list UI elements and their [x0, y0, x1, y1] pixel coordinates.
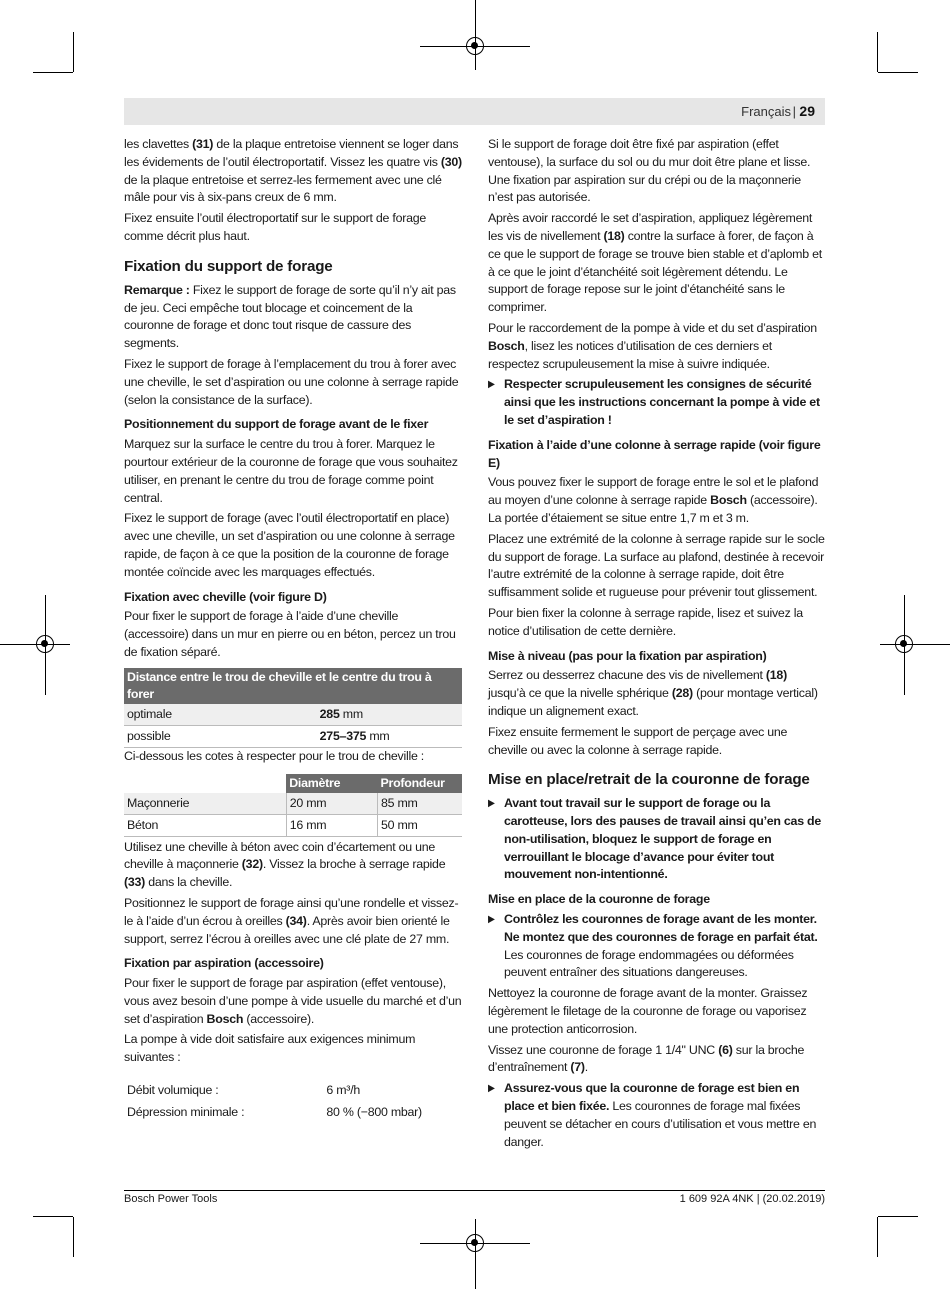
- paragraph: Ci-dessous les cotes à respecter pour le trou de cheville :: [124, 748, 424, 763]
- footer-brand: Bosch Power Tools: [124, 1193, 218, 1205]
- paragraph: Remarque : Fixez le support de forage de sorte qu’il n’y ait pas de jeu. Ceci empêche tout blocage et coincement de la couronne de forage et donc tout risque de cassure des segments.: [124, 282, 456, 351]
- paragraph: Fixez ensuite fermement le support de perçage avec une cheville ou avec la colonne à serrage rapide.: [488, 724, 788, 757]
- section-heading: Mise en place/retrait de la couronne de forage: [488, 771, 810, 789]
- footer-rule: [124, 1190, 825, 1191]
- paragraph: Placez une extrémité de la colonne à serrage rapide sur le socle du support de forage. La surface au plafond, destinée à recevoir l’autre extrémité de la colonne à serrage rapide, doit être suffisamment solide et rugueuse pour prévenir tout glissement.: [488, 531, 825, 600]
- header-language: Français: [741, 104, 791, 119]
- bullet-arrow-icon: ▶: [488, 379, 495, 391]
- bullet-arrow-icon: ▶: [488, 1083, 495, 1095]
- registration-line: [880, 644, 950, 645]
- crop-mark: [878, 1216, 918, 1217]
- subsection-heading: Fixation par aspiration (accessoire): [124, 956, 324, 971]
- footer-doc-id: 1 609 92A 4NK | (20.02.2019): [679, 1193, 825, 1205]
- paragraph: Serrez ou desserrez chacune des vis de nivellement (18) jusqu’à ce que la nivelle sphérique (28) (pour montage vertical) indique un alignement exact.: [488, 668, 818, 718]
- dowel-hole-table: [124, 774, 462, 837]
- paragraph: Utilisez une cheville à béton avec coin d’écartement ou une cheville à maçonnerie (32). Vissez la broche à serrage rapide (33) dans la cheville.: [124, 839, 446, 890]
- paragraph: Marquez sur la surface le centre du trou à forer. Marquez le pourtour extérieur de la couronne de forage que vous souhaitez utiliser, en prenant le centre du trou de forage comme point central.: [124, 437, 458, 505]
- registration-mark-icon: [895, 635, 913, 653]
- registration-mark-icon: [466, 37, 484, 55]
- table-row: Dépression minimale : 80 % (−800 mbar): [127, 1105, 422, 1120]
- registration-mark-icon: [466, 1234, 484, 1252]
- safety-warning: ▶ Assurez-vous que la couronne de forage est bien en place et bien fixée. Les couronnes de forage mal fixées peuvent se détacher en cours d’utilisation et vous mettre en danger.: [488, 1081, 817, 1149]
- right-column: [488, 136, 825, 1154]
- subsection-heading: Fixation avec cheville (voir figure D): [124, 589, 327, 604]
- table-row: optimale 285 mm: [124, 704, 462, 726]
- safety-warning: ▶ Respecter scrupuleusement les consignes de sécurité ainsi que les instructions concernant la pompe à vide et le set d’aspiration !: [488, 377, 820, 427]
- header-separator: |: [792, 104, 796, 119]
- paragraph: Fixez le support de forage à l’emplacement du trou à forer avec une cheville, le set d’aspiration ou une colonne à serrage rapide (selon la consistance de la surface).: [124, 356, 459, 407]
- crop-mark: [73, 1217, 74, 1257]
- table-row: Débit volumique : 6 m³/h: [127, 1083, 361, 1098]
- paragraph: les clavettes (31) de la plaque entretoise viennent se loger dans les évidements de l’outil électroportatif. Vissez les quatre vis (30) de la plaque entretoise et serrez-les fermement avec une clé mâle pour vis à six-pans creux de 6 mm.: [124, 137, 462, 205]
- registration-line: [0, 644, 70, 645]
- subsection-heading: Mise en place de la couronne de forage: [488, 892, 710, 907]
- table-header: Diamètre: [286, 774, 377, 793]
- subsection-heading: Mise à niveau (pas pour la fixation par aspiration): [488, 648, 767, 663]
- table-row: Béton 16 mm 50 mm: [124, 814, 462, 836]
- paragraph: Pour le raccordement de la pompe à vide et du set d’aspiration Bosch, lisez les notices d’utilisation de ces derniers et respectez scrupuleusement la mise à suivre indiquée.: [488, 320, 817, 371]
- bullet-arrow-icon: ▶: [488, 914, 495, 926]
- crop-mark: [73, 32, 74, 72]
- subsection-heading: Positionnement du support de forage avant de le fixer: [124, 417, 429, 432]
- paragraph: Pour fixer le support de forage par aspiration (effet ventouse), vous avez besoin d’une pompe à vide usuelle du marché et d’un set d’aspiration Bosch (accessoire).: [124, 976, 462, 1026]
- paragraph: Vous pouvez fixer le support de forage entre le sol et le plafond au moyen d’une colonne à serrage rapide Bosch (accessoire). La portée d’étaiement se situe entre 1,7 m et 3 m.: [488, 475, 819, 525]
- table-header: Profondeur: [377, 774, 462, 793]
- distance-table: [124, 668, 462, 748]
- page-header: [124, 98, 825, 125]
- paragraph: Positionnez le support de forage ainsi qu’une rondelle et vissez-le à l’aide d’un écrou à oreilles (34). Après avoir bien orienté le support, serrez l’écrou à oreilles avec une clé plate de 27 mm.: [124, 895, 459, 946]
- table-row: possible 275–375 mm: [124, 725, 462, 747]
- paragraph: Fixez le support de forage (avec l’outil électroportatif en place) avec une cheville, un set d’aspiration ou une colonne à serrage rapide, de façon à ce que la position de la couronne de forage montée coïncide avec les marquages effectués.: [124, 511, 455, 579]
- safety-warning: ▶ Contrôlez les couronnes de forage avant de les monter. Ne montez que des couronnes de forage en parfait état. Les couronnes de forage endommagées ou déformées peuvent entraîner des situations dangereuses.: [488, 912, 818, 980]
- paragraph: Nettoyez la couronne de forage avant de la monter. Graissez légèrement le filetage de la couronne de forage ou vaporisez une protection anticorrosion.: [488, 986, 808, 1036]
- subsection-heading: Fixation à l’aide d’une colonne à serrage rapide (voir figure E): [488, 437, 821, 470]
- crop-mark: [33, 1216, 73, 1217]
- paragraph: Vissez une couronne de forage 1 1/4" UNC (6) sur la broche d’entraînement (7).: [488, 1042, 805, 1075]
- paragraph: Fixez ensuite l’outil électroportatif sur le support de forage comme décrit plus haut.: [124, 211, 427, 243]
- paragraph: Si le support de forage doit être fixé par aspiration (effet ventouse), la surface du sol ou du mur doit être plane et lisse. Une fixation par aspiration sur du crépi ou de la maçonnerie n’est pas autorisée.: [488, 137, 811, 205]
- paragraph: Après avoir raccordé le set d’aspiration, appliquez légèrement les vis de nivellement (18) contre la surface à forer, de façon à ce que le support de forage se trouve bien stable et d’aplomb et à ce que le joint d’étanchéité soit légèrement détendu. Le support de forage repose sur le joint d’étanchéité sans le comprimer.: [488, 211, 822, 315]
- crop-mark: [877, 32, 878, 72]
- paragraph: La pompe à vide doit satisfaire aux exigences minimum suivantes :: [124, 1032, 416, 1065]
- page-number: 29: [799, 103, 815, 119]
- crop-mark: [33, 72, 73, 73]
- crop-mark: [877, 1217, 878, 1257]
- pump-spec-table: [124, 1079, 462, 1123]
- section-heading: Fixation du support de forage: [124, 257, 333, 275]
- table-header: Distance entre le trou de cheville et le centre du trou à forer: [124, 668, 462, 704]
- paragraph: Pour fixer le support de forage à l’aide d’une cheville (accessoire) dans un mur en pierre ou en béton, percez un trou de fixation séparé.: [124, 609, 456, 659]
- bullet-arrow-icon: ▶: [488, 798, 495, 810]
- crop-mark: [878, 72, 918, 73]
- table-row: Maçonnerie 20 mm 85 mm: [124, 793, 462, 815]
- registration-line: [475, 1219, 476, 1289]
- paragraph: Pour bien fixer la colonne à serrage rapide, lisez et suivez la notice d’utilisation de cette dernière.: [488, 605, 803, 638]
- registration-line: [475, 0, 476, 70]
- registration-mark-icon: [36, 635, 54, 653]
- safety-warning: ▶ Avant tout travail sur le support de forage ou la carotteuse, lors des pauses de travail ainsi qu’en cas de non-utilisation, bloquez le support de forage en verrouillant le blocage d’avance pour éviter tout mouvement non-intentionné.: [488, 796, 821, 882]
- left-column: [124, 136, 462, 1123]
